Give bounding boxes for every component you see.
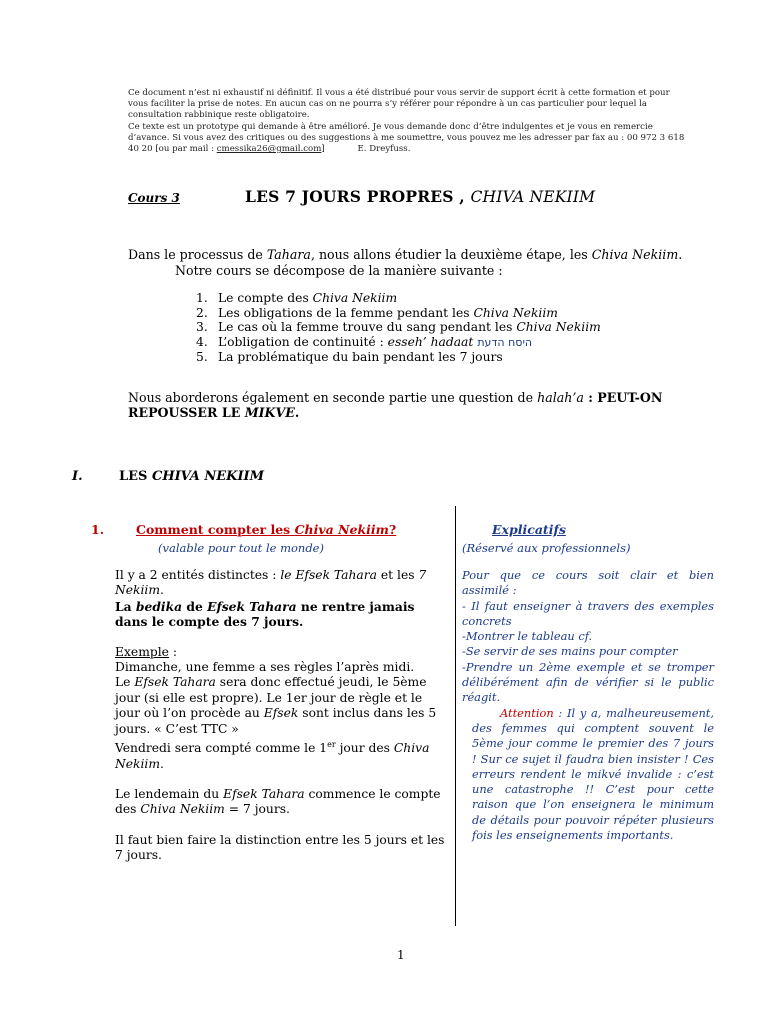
list-number: 3. bbox=[196, 320, 208, 335]
left-heading-text: Comment compter les bbox=[136, 522, 295, 537]
paragraph: Il faut bien faire la distinction entre les 5 jours et les 7 jours. bbox=[115, 832, 445, 863]
warning-label: Attention bbox=[500, 705, 554, 720]
page-title bbox=[245, 187, 595, 206]
intro-plan: Notre cours se décompose de la manière suivante : bbox=[175, 263, 503, 278]
disclaimer bbox=[128, 88, 688, 155]
term-mikve: MIKVE bbox=[244, 405, 295, 420]
text: Le bbox=[115, 675, 135, 690]
text: La bbox=[115, 598, 136, 614]
text: commence le compte des bbox=[115, 786, 441, 817]
left-heading-number: 1. bbox=[91, 522, 105, 537]
intro-paragraph bbox=[128, 247, 682, 262]
paragraph bbox=[115, 568, 445, 599]
second-part-paragraph bbox=[128, 390, 668, 420]
column-divider bbox=[455, 506, 456, 926]
left-heading-text: ? bbox=[388, 522, 397, 537]
title-bold: LES 7 JOURS PROPRES , bbox=[245, 187, 465, 206]
list-term: esseh’ hadaat bbox=[387, 334, 474, 349]
text: sont inclus dans les 5 jours. « C’est TTC » bbox=[115, 706, 437, 736]
term: Efsek Tahara bbox=[134, 675, 216, 690]
title-italic: CHIVA NEKIIM bbox=[470, 188, 596, 206]
text: et les bbox=[376, 568, 419, 582]
text: . bbox=[160, 583, 164, 598]
text: de bbox=[182, 598, 208, 614]
paragraph-text: Nous aborderons également en seconde partie une question de bbox=[128, 390, 538, 405]
disclaimer-text: Ce texte est un prototype qui demande à être amélioré. Je vous demande donc d’être indulgentes et je vous en remercie d’avance. Si vous avez des critiques ou des suggestions à me soumettre, vous pouvez me les adresser par fax au : 00 972 3 618 40 20 [ou par mail : bbox=[128, 121, 685, 155]
spacer bbox=[115, 818, 445, 833]
left-column bbox=[115, 568, 445, 864]
section-title-term: CHIVA NEKIIM bbox=[151, 469, 265, 484]
list-text: Le compte des bbox=[218, 291, 313, 305]
example-line: Dimanche, une femme a ses règles l’après midi. bbox=[115, 660, 415, 675]
list-number: 2. bbox=[196, 305, 208, 320]
example-line bbox=[115, 675, 445, 737]
explain-bullet: -Montrer le tableau cf. bbox=[462, 629, 593, 644]
list-item bbox=[196, 291, 601, 306]
cours-label: Cours 3 bbox=[128, 191, 180, 205]
paragraph bbox=[115, 787, 445, 818]
text: . bbox=[160, 756, 164, 771]
superscript: er bbox=[327, 740, 336, 750]
term-halaha: halah’a bbox=[537, 390, 584, 405]
section-title-text: LES bbox=[119, 469, 152, 484]
term: Efsek Tahara bbox=[223, 786, 305, 801]
explain-bullet: -Se servir de ses mains pour compter bbox=[462, 644, 678, 659]
example-label-text: Exemple bbox=[115, 644, 169, 659]
term: 7 Nekiim bbox=[115, 568, 427, 598]
question-text: PEUT-ON REPOUSSER LE bbox=[128, 390, 663, 420]
list-item bbox=[196, 350, 601, 365]
list-text: La problématique du bain pendant les 7 jours bbox=[218, 350, 503, 365]
list-number: 1. bbox=[196, 291, 208, 305]
text: : bbox=[168, 644, 177, 659]
intro-term-tahara: Tahara bbox=[266, 247, 311, 262]
list-number: 4. bbox=[196, 334, 208, 349]
list-text: L’obligation de continuité : bbox=[218, 334, 388, 349]
page-number: 1 bbox=[397, 948, 405, 962]
text: = 7 jours. bbox=[224, 802, 290, 817]
intro-text: . bbox=[678, 247, 683, 262]
explain-paragraph: Pour que ce cours soit clair et bien assimilé : bbox=[462, 568, 714, 598]
email-link[interactable]: cmessika26@gmail.com bbox=[216, 144, 322, 155]
intro-text: , nous allons étudier la deuxième étape, les bbox=[310, 247, 592, 262]
right-subheading: (Réservé aux professionnels) bbox=[462, 541, 631, 555]
term: Chiva Nekiim bbox=[115, 741, 430, 771]
left-heading bbox=[136, 522, 396, 537]
list-term: Chiva Nekiim bbox=[473, 305, 558, 320]
paragraph-text: . bbox=[294, 405, 300, 420]
text: Le lendemain du bbox=[115, 786, 224, 801]
list-text: Les obligations de la femme pendant les bbox=[218, 305, 474, 320]
section-title bbox=[119, 469, 264, 484]
hebrew-term: היסח הדעת bbox=[477, 335, 533, 349]
section-number: I. bbox=[72, 469, 83, 484]
term: Chiva Nekiim bbox=[140, 802, 225, 817]
explain-bullet: -Prendre un 2ème exemple et se tromper délibérément afin de vérifier si le public réagit. bbox=[462, 659, 714, 705]
intro-term-chiva: Chiva Nekiim bbox=[591, 247, 679, 262]
list-term: Chiva Nekiim bbox=[516, 320, 601, 335]
list-number: 5. bbox=[196, 350, 208, 365]
example-line bbox=[115, 737, 445, 772]
term: Efsek Tahara bbox=[207, 598, 297, 614]
term: Efsek bbox=[263, 706, 299, 721]
left-heading-term: Chiva Nekiim bbox=[294, 522, 389, 537]
warning-paragraph bbox=[462, 706, 714, 844]
spacer bbox=[115, 630, 445, 645]
explain-bullet: - Il faut enseigner à travers des exemples concrets bbox=[462, 598, 714, 628]
course-plan-list bbox=[196, 291, 601, 365]
paragraph bbox=[115, 599, 445, 630]
right-heading: Explicatifs bbox=[492, 522, 566, 537]
disclaimer-bracket: ] bbox=[321, 144, 325, 155]
spacer bbox=[115, 772, 445, 787]
text: Il y a 2 entités distinctes : bbox=[115, 568, 281, 582]
intro-text: Dans le processus de bbox=[128, 247, 267, 262]
left-subheading: (valable pour tout le monde) bbox=[158, 541, 324, 555]
text: sera donc effectué jeudi, le 5ème jour (si elle est propre). Le 1er jour de règle et le jour où l’on procède au bbox=[115, 675, 427, 721]
author: E. Dreyfuss. bbox=[357, 144, 411, 155]
text: jour des bbox=[335, 741, 394, 756]
example-label bbox=[115, 645, 445, 660]
term: bedika bbox=[135, 598, 183, 614]
list-item bbox=[196, 305, 601, 321]
list-text: Le cas où la femme trouve du sang pendant les bbox=[218, 320, 517, 335]
right-column bbox=[462, 568, 714, 843]
disclaimer-line-2 bbox=[128, 122, 688, 156]
text: Vendredi sera compté comme le 1 bbox=[115, 741, 328, 756]
list-item bbox=[196, 320, 601, 335]
warning-text: : Il y a, malheureusement, des femmes qui comptent souvent le 5ème jour comme le premier des 7 jours ! Sur ce sujet il faudra bien insister ! Ces erreurs rendent le mikvé invalide : c’est une catastrophe !! C’est pour cette raison que l’on enseignera le minimum de détails pour pouvoir répéter plusieurs fois les enseignements importants. bbox=[472, 705, 714, 843]
term: le Efsek Tahara bbox=[280, 568, 377, 582]
text: ne rentre jamais dans le compte des 7 jours. bbox=[115, 598, 415, 630]
paragraph-text: : bbox=[583, 390, 598, 405]
list-term: Chiva Nekiim bbox=[312, 291, 398, 305]
list-item bbox=[196, 334, 601, 351]
disclaimer-line-1: Ce document n’est ni exhaustif ni définitif. Il vous a été distribué pour vous servir de support écrit à cette formation et pour vous faciliter la prise de notes. En aucun cas on ne pourra s’y référer pour répondre à un cas particulier pour lequel la consultation rabbinique reste obligatoire. bbox=[128, 88, 670, 121]
